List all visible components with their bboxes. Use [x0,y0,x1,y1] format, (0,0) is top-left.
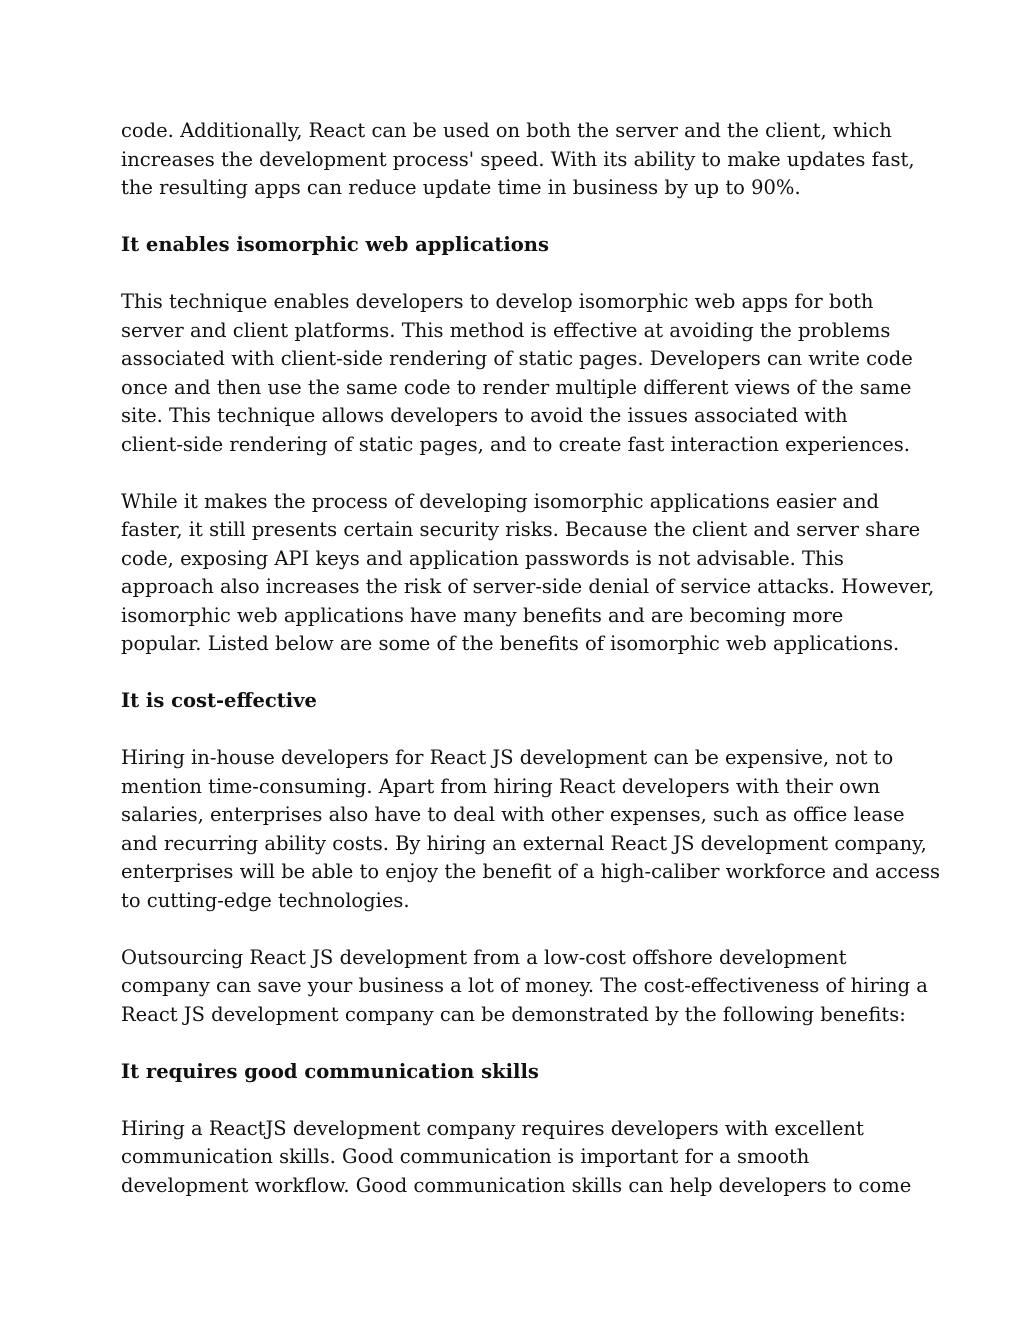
text-line: site. This technique allows developers to avoid the issues associated with [121,404,848,427]
text-line: and recurring ability costs. By hiring an external React JS development company, [121,831,927,855]
heading-cost-effective [121,687,911,716]
paragraph-outsourcing [121,944,928,1030]
heading-text: It enables isomorphic web applications [121,233,549,256]
text-line: While it makes the process of developing isomorphic applications easier and [121,489,880,513]
paragraph-communication [121,1115,911,1201]
text-line: popular. Listed below are some of the benefits of isomorphic web applications. [121,632,900,655]
paragraph-security-risks [121,488,935,659]
text-line: isomorphic web applications have many benefits and are becoming more [121,603,844,627]
text-line: approach also increases the risk of server-side denial of service attacks. However, [121,575,935,598]
text-line: code, exposing API keys and application passwords is not advisable. This [121,546,844,570]
paragraph-gap [121,459,911,488]
text-line: communication skills. Good communication is important for a smooth [121,1145,810,1168]
text-line: faster, it still presents certain security risks. Because the client and server share [121,518,921,541]
text-line: client-side rendering of static pages, and to create fast interaction experiences. [121,432,910,456]
paragraph-gap [121,915,911,944]
paragraph-gap [121,203,911,232]
text-line: Hiring a ReactJS development company requires developers with excellent [121,1116,864,1140]
document-body [121,117,941,1200]
heading-text: It is cost-effective [121,689,317,712]
text-line: Hiring in-house developers for React JS development can be expensive, not to [121,746,894,769]
heading-communication-skills [121,1058,911,1087]
text-line: code. Additionally, React can be used on both the server and the client, which [121,119,892,142]
paragraph-isomorphic-technique [121,288,911,459]
text-line: Outsourcing React JS development from a low-cost offshore development [121,945,847,969]
paragraph-gap [121,260,911,289]
text-line: server and client platforms. This method is effective at avoiding the problems [121,318,891,342]
text-line: React JS development company can be demonstrated by the following benefits: [121,1002,906,1026]
heading-text: It requires good communication skills [121,1059,539,1083]
paragraph-gap [121,1029,911,1058]
text-line: salaries, enterprises also have to deal with other expenses, such as office lease [121,803,905,826]
text-line: development workflow. Good communication skills can help developers to come [121,1173,912,1197]
paragraph-gap [121,716,911,745]
text-line: enterprises will be able to enjoy the benefit of a high-caliber workforce and access [121,860,941,883]
text-line: increases the development process' speed. With its ability to make updates fast, [121,147,915,171]
text-line: the resulting apps can reduce update time in business by up to 90%. [121,176,801,199]
text-line: to cutting-edge technologies. [121,888,410,912]
paragraph-in-house-hiring [121,744,941,915]
text-line: mention time-consuming. Apart from hiring React developers with their own [121,774,881,798]
text-line: This technique enables developers to develop isomorphic web apps for both [121,290,874,313]
paragraph-gap [121,1086,911,1115]
text-line: company can save your business a lot of money. The cost-effectiveness of hiring a [121,974,928,997]
paragraph-gap [121,659,911,688]
heading-isomorphic [121,231,911,260]
paragraph-react-speed [121,117,915,203]
text-line: once and then use the same code to render multiple different views of the same [121,375,912,399]
text-line: associated with client-side rendering of static pages. Developers can write code [121,347,913,370]
